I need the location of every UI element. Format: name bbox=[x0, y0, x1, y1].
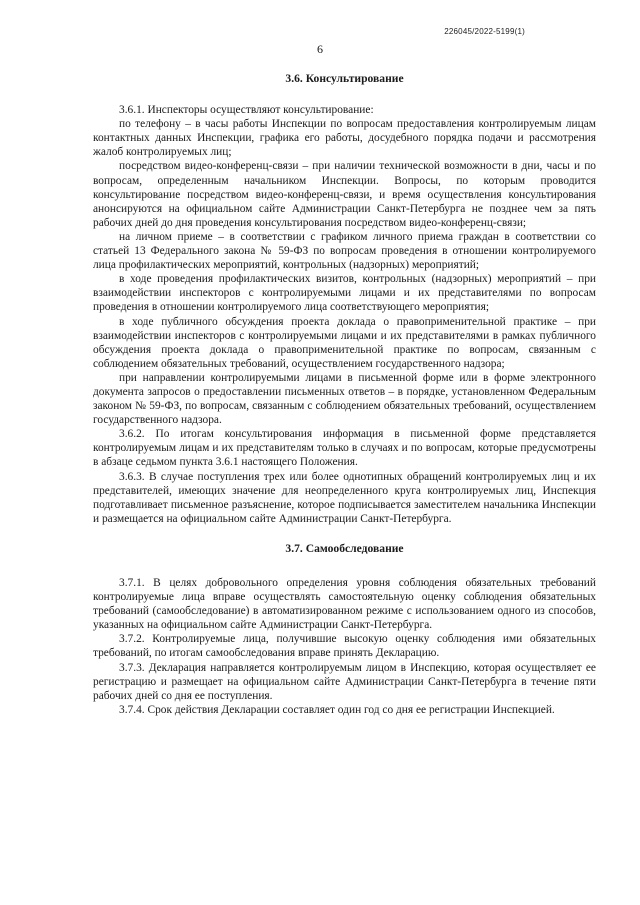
document-id: 226045/2022-5199(1) bbox=[444, 27, 525, 36]
document-body bbox=[93, 72, 596, 717]
paragraph: в ходе проведения профилактических визитов, контрольных (надзорных) мероприятий – при взаимодействии инспекторов с контролируемыми лицами и их представителями по вопросам проведения в отношении контролируемого лица соответствующего мероприятия; bbox=[93, 273, 596, 314]
section-self-examination bbox=[93, 576, 596, 717]
paragraph: посредством видео-конференц-связи – при наличии технической возможности в дни, часы и по вопросам, определенным начальником Инспекции. Вопросы, по которым проводится консультирование посредством видео-конференц-связи, и время осуществления консультирования анонсируются на официальном сайте Администрации Санкт-Петербурга не позднее чем за пять рабочих дней до дня проведения консультирования посредством видео-конференц-связи; bbox=[93, 160, 596, 229]
paragraph: при направлении контролируемыми лицами в письменной форме или в форме электронного документа запросов о предоставлении письменных ответов – в порядке, установленном Федеральным законом № 59-ФЗ, по вопросам, связанным с соблюдением обязательных требований, осуществлением государственного надзора. bbox=[93, 371, 596, 427]
paragraph: по телефону – в часы работы Инспекции по вопросам предоставления контролируемым лицам контактных данных Инспекции, графика его работы, досудебного порядка подачи и рассмотрения жалоб контролируемых лиц; bbox=[93, 118, 596, 159]
paragraph: 3.7.1. В целях добровольного определения уровня соблюдения обязательных требований контролируемые лица вправе осуществлять самостоятельную оценку соблюдения обязательных требований (самообследование) в автоматизированном режиме с использованием одного из способов, указанных на официальном сайте Администрации Санкт-Петербурга. bbox=[93, 577, 596, 632]
page-number: 6 bbox=[317, 42, 323, 56]
paragraph: 3.6.1. Инспекторы осуществляют консультирование: bbox=[119, 104, 374, 117]
paragraph: в ходе публичного обсуждения проекта доклада о правоприменительной практике – при взаимодействии инспекторов с контролируемыми лицами и их представителями в рамках публичного обсуждения проекта доклада о правоприменительной практике по вопросам, связанным с соблюдением обязательных требований, осуществлением государственного надзора; bbox=[93, 315, 596, 370]
section-heading: 3.6. Консультирование bbox=[285, 72, 404, 85]
section-consulting bbox=[93, 103, 596, 526]
section-heading: 3.7. Самообследование bbox=[285, 541, 404, 555]
paragraph: на личном приеме – в соответствии с графиком личного приема граждан в соответствии со статьей 13 Федерального закона № 59-ФЗ по вопросам проведения в отношении контролируемого лица профилактических мероприятий, контрольных (надзорных) мероприятий; bbox=[93, 230, 596, 272]
paragraph: 3.7.4. Срок действия Декларации составляет один год со дня ее регистрации Инспекцией. bbox=[119, 703, 555, 716]
paragraph: 3.6.3. В случае поступления трех или более однотипных обращений контролируемых лиц и их представителей, имеющих значение для неопределенного круга контролируемых лиц, Инспекция подготавливает письменное разъяснение, которое подписывается заместителем начальника Инспекции и размещается на официальном сайте Администрации Санкт-Петербурга. bbox=[93, 470, 596, 525]
paragraph: 3.6.2. По итогам консультирования информация в письменной форме представляется контролируемым лицам и их представителям только в случаях и по вопросам, которые предусмотрены в абзаце седьмом пункта 3.6.1 настоящего Положения. bbox=[93, 428, 596, 469]
paragraph: 3.7.2. Контролируемые лица, получившие высокую оценку соблюдения ими обязательных требований, по итогам самообследования вправе принять Декларацию. bbox=[93, 633, 596, 660]
paragraph: 3.7.3. Декларация направляется контролируемым лицом в Инспекцию, которая осуществляет ее регистрацию и размещает на официальном сайте Администрации Санкт-Петербурга в течение пяти рабочих дней со дня ее поступления. bbox=[93, 661, 596, 702]
